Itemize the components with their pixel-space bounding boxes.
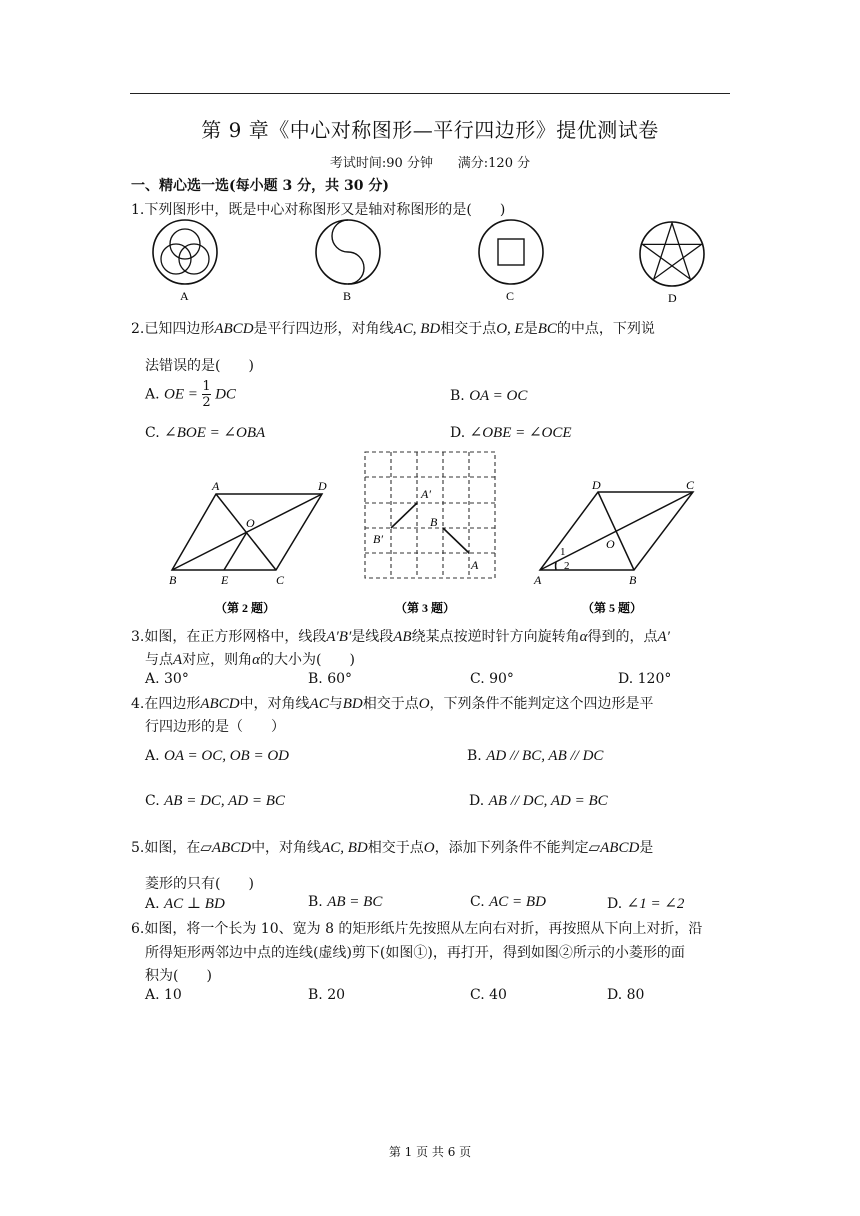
fig5-label-d: D [592, 478, 601, 492]
fig2-label-o: O [246, 516, 255, 530]
page-title: 第 9 章《中心对称图形—平行四边形》提优测试卷 [201, 118, 659, 142]
q5-option-c: C. AC = BD [470, 894, 546, 910]
exam-score: 满分:120 分 [457, 156, 531, 171]
q3-stem-line1: 3.如图，在正方形网格中，线段A′B′是线段AB绕某点按逆时针方向旋转角α得到的，点A′ [131, 629, 670, 645]
fig3-caption: （第 3 题） [395, 601, 456, 615]
q1-figure-d [640, 222, 704, 286]
fig3-label-b: B [430, 515, 438, 529]
q1-label-c: C [506, 289, 515, 303]
q2-stem-line1: 2.已知四边形ABCD是平行四边形，对角线AC, BD相交于点O, E是BC的中点，下列说 [131, 321, 655, 337]
q2-stem-line2: 法错误的是( ) [145, 358, 254, 374]
fig5-label-c: C [686, 478, 695, 492]
header-rule [130, 93, 730, 94]
q4-stem-line2: 行四边形的是（ ） [145, 719, 285, 735]
q5-option-b: B. AB = BC [308, 894, 383, 910]
q6-stem-line1: 6.如图，将一个长为 10、宽为 8 的矩形纸片先按照从左向右对折，再按照从下向上对折，沿 [131, 921, 703, 937]
fig3-label-a: A [471, 558, 479, 572]
q2-option-c: C. ∠BOE = ∠OBA [145, 425, 266, 441]
q1-stem: 1.下列图形中，既是中心对称图形又是轴对称图形的是( ) [131, 202, 506, 218]
figures-row [160, 448, 700, 620]
fig3-label-a1: A′ [421, 487, 431, 501]
exam-time: 考试时间:90 分钟 [329, 156, 433, 171]
q3-option-a: A. 30° [145, 671, 189, 687]
q6-stem-line2: 所得矩形两邻边中点的连线(虚线)剪下(如图①)，再打开，得到如图②所示的小菱形的面 [145, 945, 685, 961]
q5-option-a: A. AC ⊥ BD [145, 896, 225, 912]
fig2-caption: （第 2 题） [215, 601, 276, 615]
q2-option-d: D. ∠OBE = ∠OCE [450, 425, 572, 441]
q5-option-d: D. ∠1 = ∠2 [607, 896, 685, 912]
fig2-label-b: B [169, 573, 177, 587]
q4-stem-line1: 4.在四边形ABCD中，对角线AC与BD相交于点O，下列条件不能判定这个四边形是平 [131, 696, 654, 712]
q1-figure-a [153, 220, 217, 284]
q3-option-b: B. 60° [308, 671, 353, 687]
fraction-half: $\frac{1}{2}$ [202, 379, 211, 410]
q1-figures [140, 218, 740, 308]
q1-figure-c [479, 220, 543, 284]
fig2-label-e: E [221, 573, 229, 587]
q4-option-d: D. AB // DC, AD = BC [469, 793, 608, 809]
exam-info [0, 152, 860, 171]
page-footer: 第 1 页 共 6 页 [388, 1145, 472, 1159]
fig5-angle2: 2 [564, 560, 570, 572]
q6-option-c: C. 40 [470, 987, 507, 1003]
fig2-parallelogram [172, 494, 322, 570]
q4-option-c: C. AB = DC, AD = BC [145, 793, 285, 809]
fig5-angle1: 1 [560, 546, 566, 558]
q1-label-b: B [343, 289, 352, 303]
section-heading: 一、精心选一选(每小题 3 分，共 30 分) [131, 178, 389, 194]
q3-option-d: D. 120° [618, 671, 672, 687]
q3-stem-line2: 与点A对应，则角α的大小为( ) [145, 652, 355, 668]
q6-option-a: A. 10 [145, 987, 182, 1003]
fig3-label-b1: B′ [373, 532, 383, 546]
fig5-label-o: O [606, 537, 615, 551]
q4-option-a: A. OA = OC, OB = OD [145, 748, 289, 764]
q6-option-d: D. 80 [607, 987, 645, 1003]
q2-option-b: B. OA = OC [450, 388, 528, 404]
q4-option-b: B. AD // BC, AB // DC [467, 748, 604, 764]
fig5-label-b: B [629, 573, 637, 587]
fig2-label-d: D [318, 479, 327, 493]
fig2-label-c: C [276, 573, 285, 587]
q1-label-a: A [180, 289, 189, 303]
q1-label-d: D [668, 291, 677, 305]
fig2-label-a: A [212, 479, 220, 493]
q3-option-c: C. 90° [470, 671, 514, 687]
q5-stem-line1: 5.如图，在▱ABCD中，对角线AC, BD相交于点O，添加下列条件不能判定▱ABCD是 [131, 840, 654, 856]
q5-stem-line2: 菱形的只有( ) [145, 876, 254, 892]
fig5-rhombus [540, 492, 693, 570]
q2-option-a: A. OE = $\frac{1}{2}$ DC [145, 379, 236, 410]
fig5-label-a: A [534, 573, 542, 587]
q1-figure-b [316, 220, 380, 284]
q6-option-b: B. 20 [308, 987, 346, 1003]
q6-stem-line3: 积为( ) [145, 968, 212, 984]
fig5-caption: （第 5 题） [582, 601, 643, 615]
